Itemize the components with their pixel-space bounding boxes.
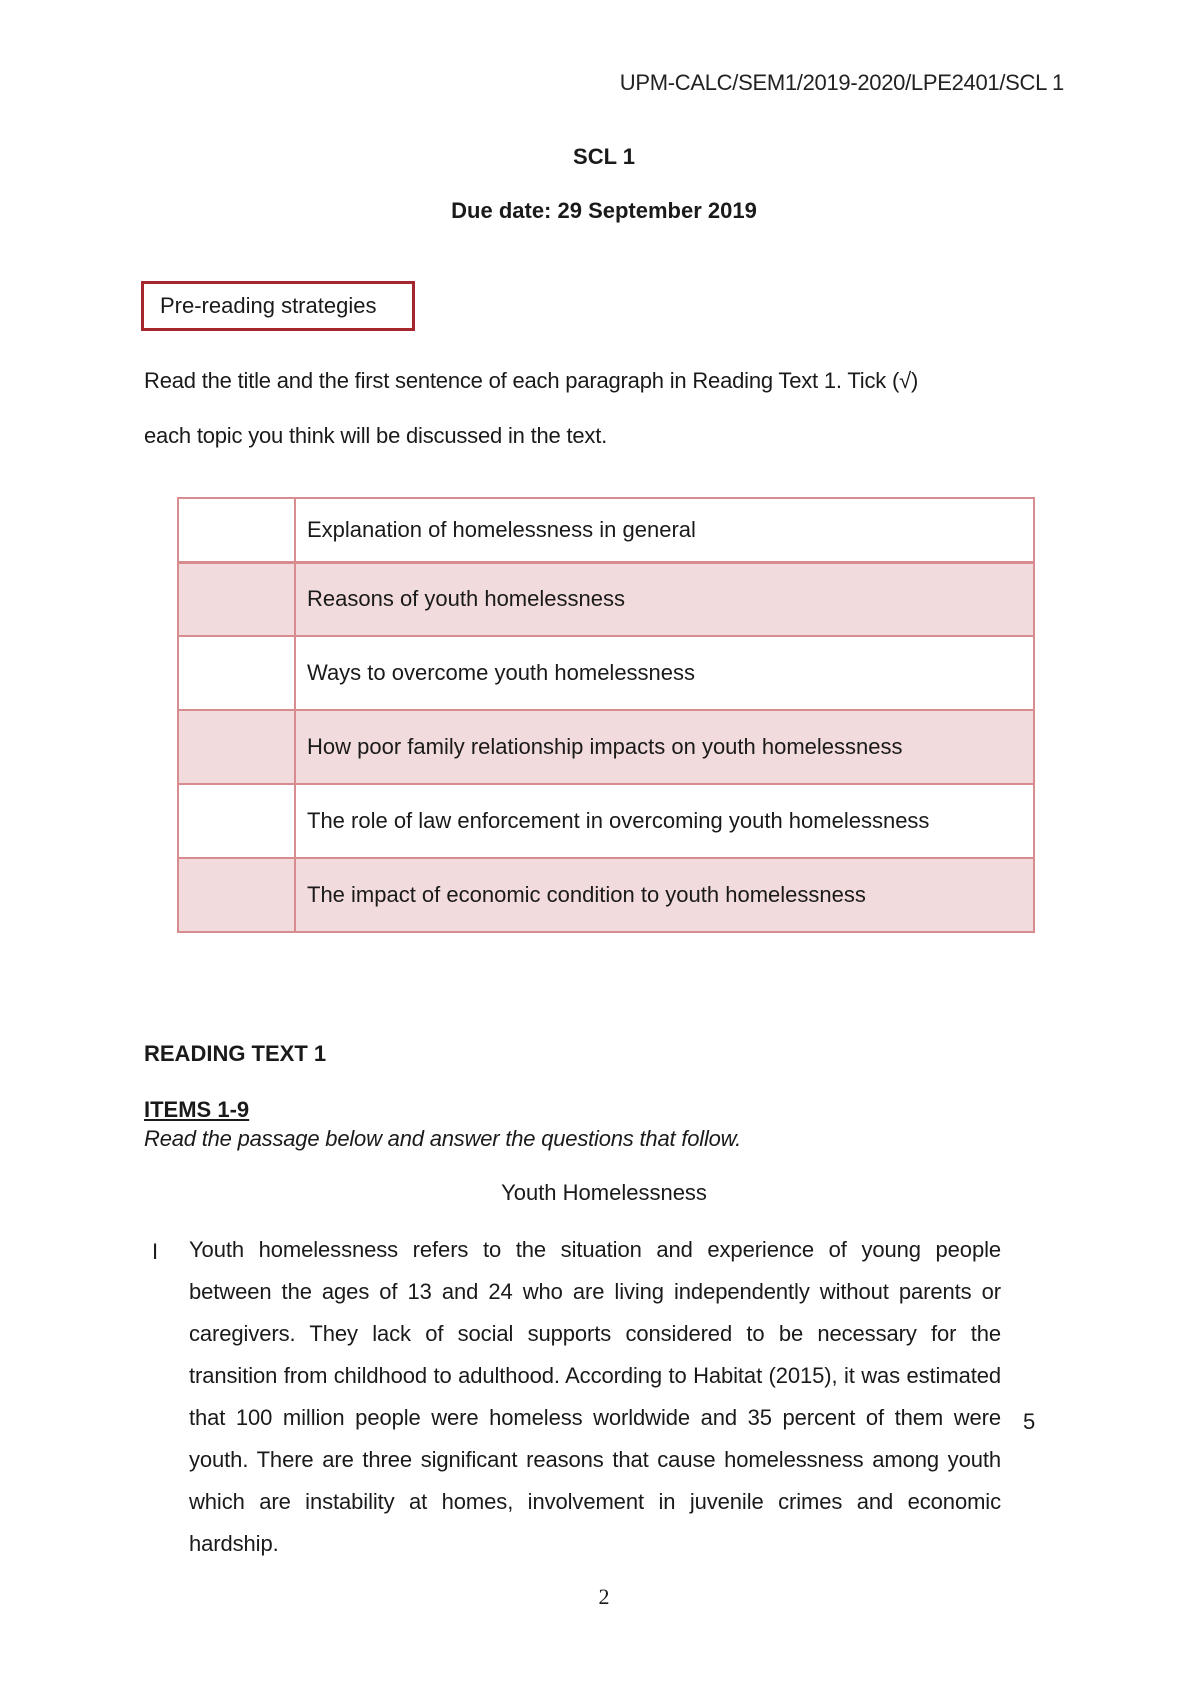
passage-paragraph: Youth homelessness refers to the situation and experience of young people between the ages of 13 and 24 who are living independently without parents or caregivers. They lack of social supports considered to be necessary for the transition from childhood to adulthood. According to Habitat (2015), it was estimated that 100 million people were homeless worldwide and 35 percent of them were youth. There are three significant reasons that cause homelessness among youth which are instability at homes, involvement in juvenile crimes and economic hardship. <box>189 1237 1001 1556</box>
topics-table <box>177 497 1035 933</box>
topic-cell: Ways to overcome youth homelessness <box>295 636 1034 710</box>
topic-cell: Explanation of homelessness in general <box>295 498 1034 562</box>
table-row <box>178 858 1034 932</box>
due-date: Due date: 29 September 2019 <box>451 198 757 223</box>
topic-cell: How poor family relationship impacts on youth homelessness <box>295 710 1034 784</box>
tick-cell[interactable] <box>178 784 295 858</box>
paragraph-number: I <box>152 1239 159 1264</box>
table-row <box>178 784 1034 858</box>
instruction-line-2: each topic you think will be discussed in the text. <box>144 423 608 448</box>
pre-reading-label: Pre-reading strategies <box>141 281 415 331</box>
topic-cell: Reasons of youth homelessness <box>295 562 1034 636</box>
tick-cell[interactable] <box>178 636 295 710</box>
line-number: 5 <box>1023 1409 1036 1434</box>
items-heading: ITEMS 1-9 <box>144 1097 250 1122</box>
page-number: 2 <box>598 1584 610 1609</box>
table-row <box>178 562 1034 636</box>
tick-cell[interactable] <box>178 710 295 784</box>
document-title: SCL 1 <box>573 144 635 169</box>
tick-cell[interactable] <box>178 858 295 932</box>
topic-cell: The role of law enforcement in overcoming youth homelessness <box>295 784 1034 858</box>
tick-cell[interactable] <box>178 562 295 636</box>
tick-cell[interactable] <box>178 498 295 562</box>
document-code: UPM-CALC/SEM1/2019-2020/LPE2401/SCL 1 <box>619 70 1064 95</box>
topic-cell: The impact of economic condition to youth homelessness <box>295 858 1034 932</box>
reading-text-heading: READING TEXT 1 <box>144 1041 327 1066</box>
instruction-line-1: Read the title and the first sentence of each paragraph in Reading Text 1. Tick (√) <box>144 368 919 393</box>
table-row <box>178 710 1034 784</box>
reading-instruction: Read the passage below and answer the questions that follow. <box>144 1126 742 1151</box>
passage-title: Youth Homelessness <box>501 1180 707 1205</box>
table-row <box>178 636 1034 710</box>
table-row <box>178 498 1034 562</box>
